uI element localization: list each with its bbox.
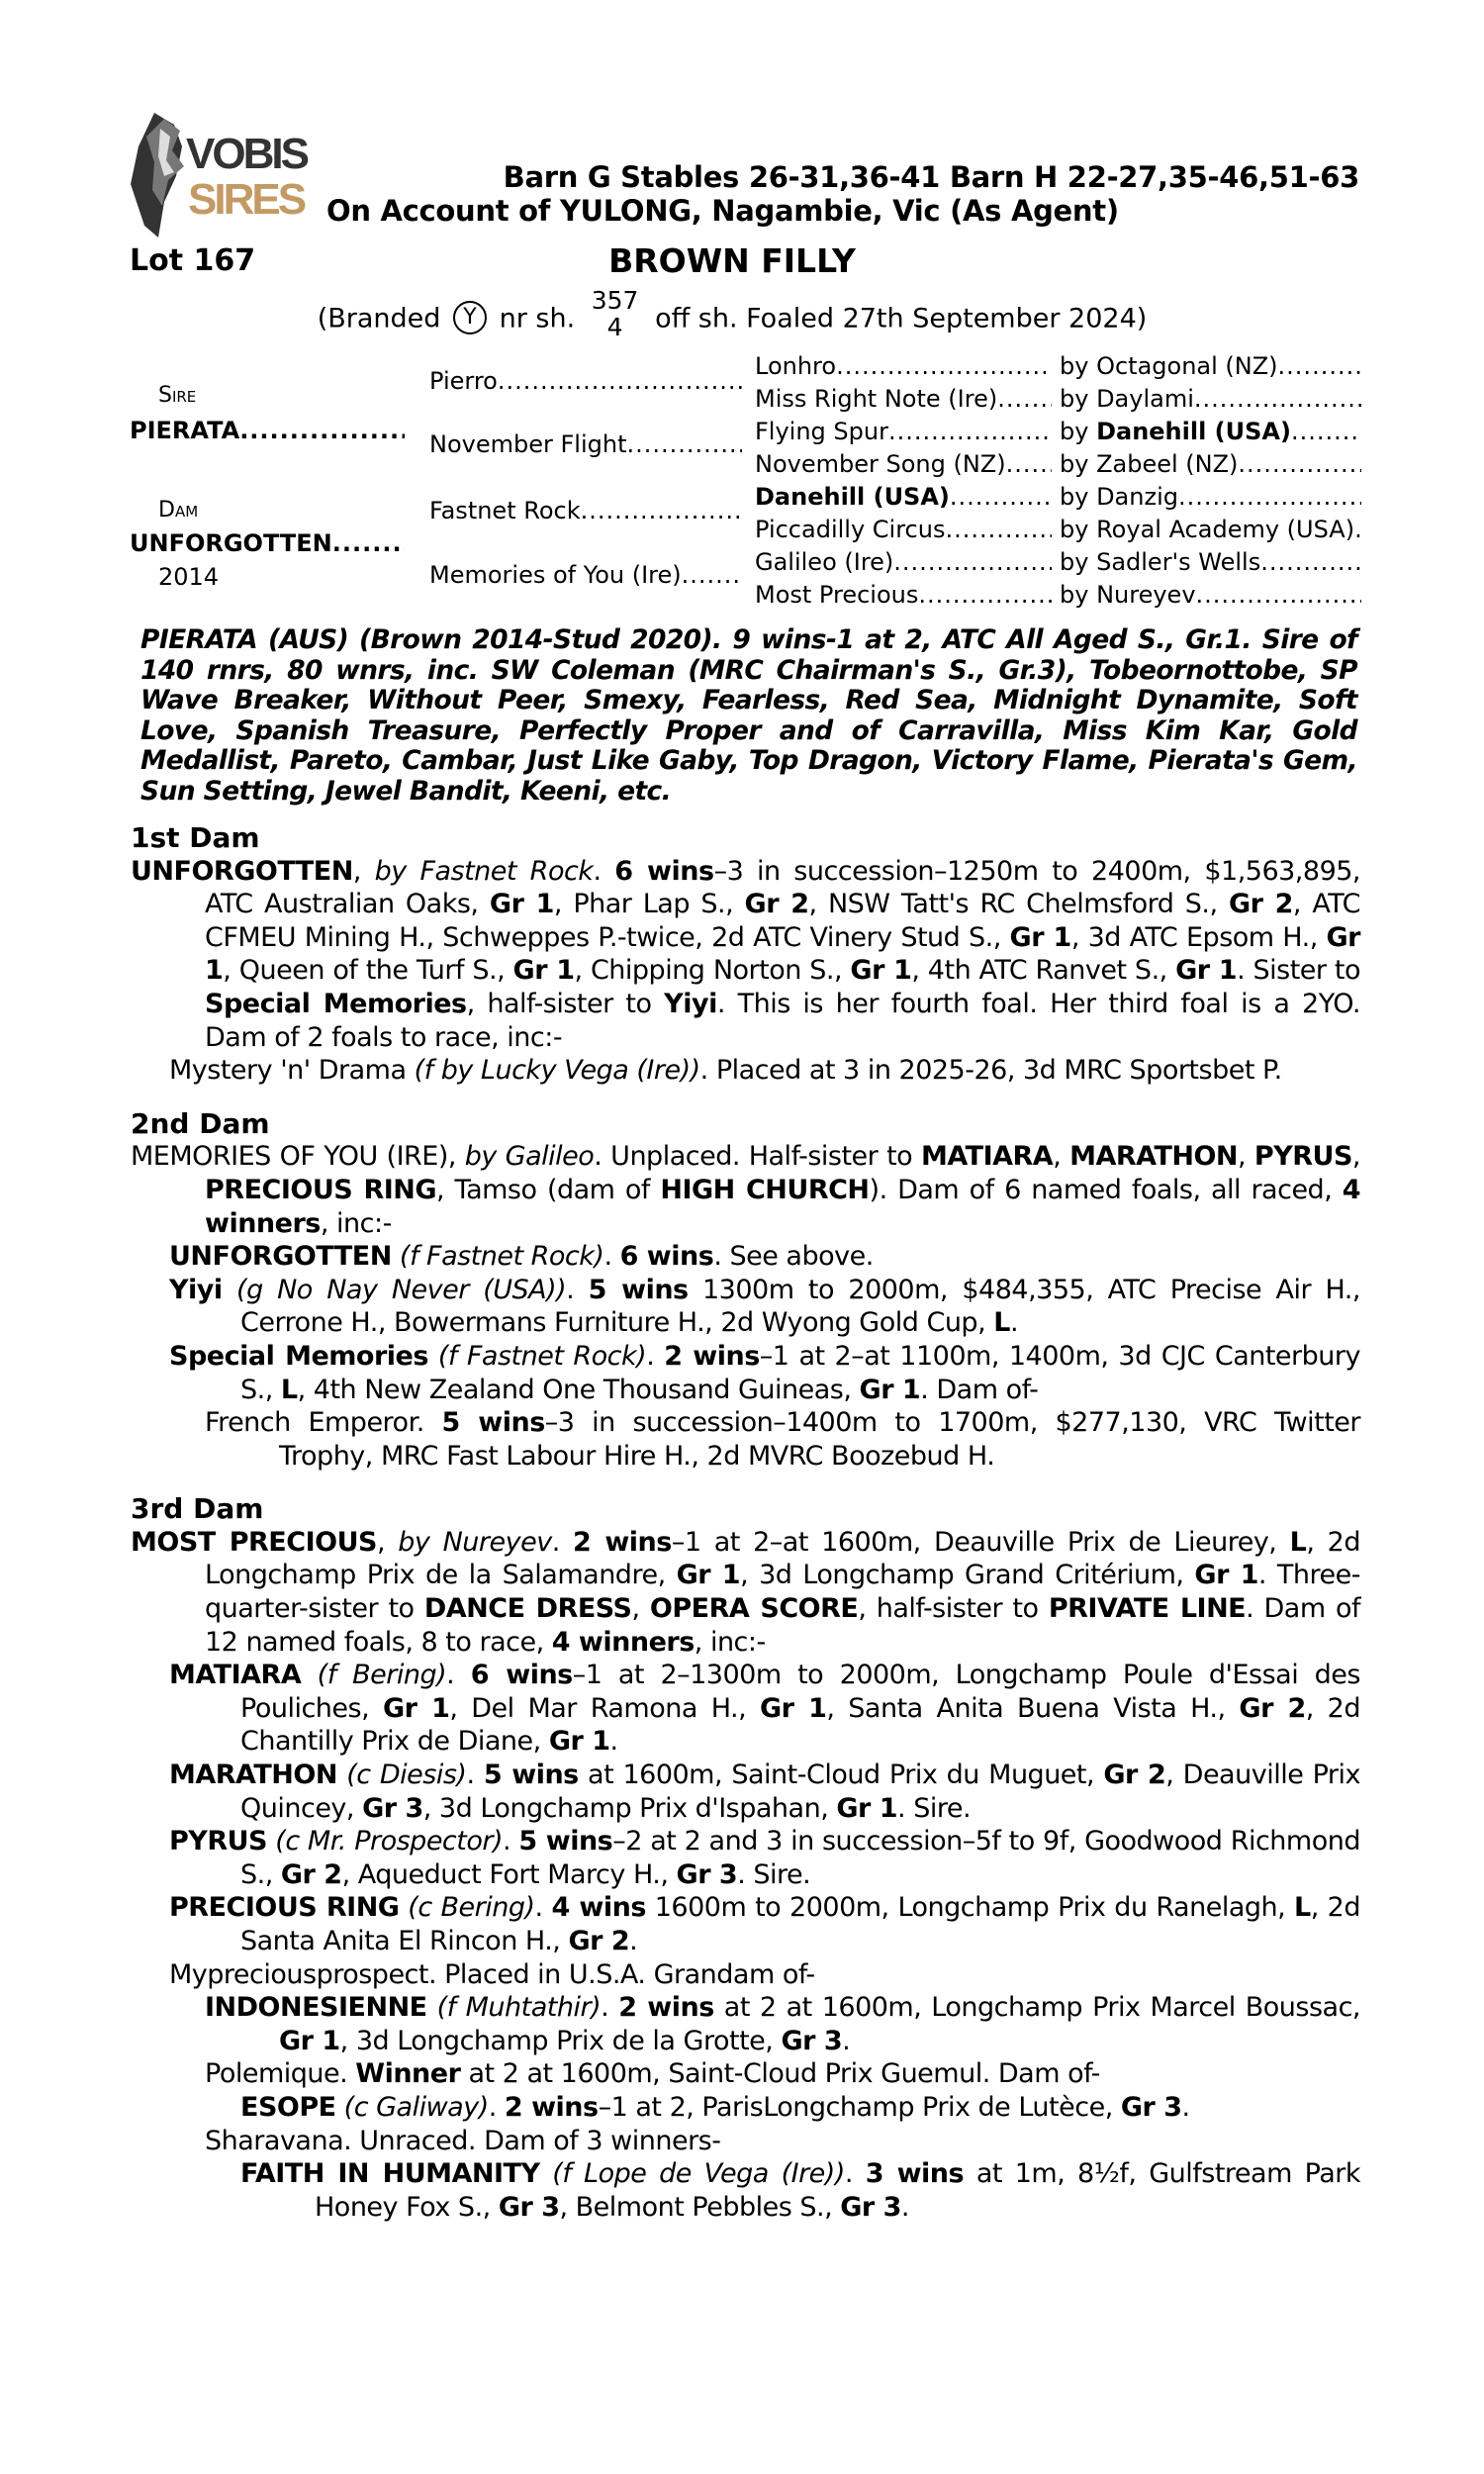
pedigree-gen3-item <box>755 417 1052 446</box>
horse-name: Royal Academy (USA) <box>1096 516 1355 543</box>
text: . <box>566 1274 589 1305</box>
text: . <box>1009 1307 1019 1339</box>
bold-text: Gr 1 <box>489 889 554 920</box>
text: , 2d Santa Anita El Rincon H., <box>240 1892 1360 1956</box>
text: , 2d Longchamp Prix de la Salamandre, <box>205 1526 1360 1591</box>
text: , 2d Chantilly Prix de Diane, <box>240 1692 1360 1758</box>
pedigree-sire <box>130 416 405 445</box>
text: –3 in succession–1250m to 2400m, $1,563,895, ATC Australian Oaks, <box>205 855 1361 920</box>
text: at 1600m, Saint-Cloud Prix du Muguet, <box>578 1760 1104 1791</box>
vendor-account: On Account of YULONG, Nagambie, Vic (As Agent) <box>326 194 1119 228</box>
by-label: by <box>1060 418 1097 445</box>
text: , ATC CFMEU Mining H., Schweppes P.-twice, 2d ATC Vinery Stud S., <box>205 889 1361 953</box>
text: . Unplaced. Half-sister to <box>594 1141 921 1173</box>
horse-name: Daylami <box>1096 385 1194 413</box>
pedigree-entry <box>131 2091 1360 2125</box>
italic-text: (f Fastnet Rock) <box>427 1340 647 1372</box>
text: . <box>646 1340 665 1372</box>
horse-name: Pierro <box>429 367 498 395</box>
bold-text: HIGH CHURCH <box>660 1174 870 1205</box>
text: Polemique. <box>205 2058 356 2090</box>
text: French Emperor. <box>205 1407 442 1439</box>
bold-text: Gr 1 <box>676 1560 741 1591</box>
bold-text: ESOPE <box>240 2091 336 2123</box>
by-label: by <box>1060 516 1097 543</box>
pedigree-entry <box>131 855 1360 1055</box>
pedigree-entry <box>131 1891 1360 1957</box>
horse-name: Sadler's Wells <box>1096 548 1261 576</box>
brand-prefix: (Branded <box>317 303 441 334</box>
bold-text: Gr 2 <box>744 889 809 920</box>
pedigree-gen4-item <box>1060 515 1361 544</box>
dam-heading: 2nd Dam <box>131 1106 270 1140</box>
bold-text: Winner <box>355 2058 461 2090</box>
text: , Aqueduct Fort Marcy H., <box>341 1858 677 1890</box>
horse-name: Nureyev <box>1096 581 1196 609</box>
bold-text: Gr 2 <box>1103 1760 1166 1791</box>
bold-text: MATIARA <box>169 1660 302 1691</box>
lot-number: Lot 167 <box>130 243 256 278</box>
pedigree-gen3-item <box>755 515 1052 544</box>
bold-text: 4 winners <box>205 1174 1360 1239</box>
pedigree-gen4-item <box>1060 449 1361 479</box>
pedigree-entry <box>131 1054 1360 1088</box>
bold-text: 6 wins <box>619 1241 714 1273</box>
text: , Chipping Norton S., <box>574 955 851 987</box>
text: 1600m to 2000m, Longchamp Prix du Ranelagh, <box>645 1892 1295 1924</box>
bold-text: PRIVATE LINE <box>1048 1593 1247 1625</box>
bold-text: Special Memories <box>205 988 467 1019</box>
text: , <box>376 1526 399 1558</box>
bold-text: Gr 1 <box>548 1726 610 1758</box>
text: –1 at 2–1300m to 2000m, Longchamp Poule d'Essai des Pouliches, <box>240 1660 1360 1724</box>
text: . <box>466 1760 484 1791</box>
bold-text: Gr 1 <box>279 2025 340 2056</box>
brand-nr: nr sh. <box>499 303 576 334</box>
pedigree-gen2-item <box>429 496 742 525</box>
pedigree-entry <box>131 1825 1360 1891</box>
text: . Sire. <box>737 1858 811 1890</box>
bold-text: L <box>1294 1892 1311 1924</box>
text: . <box>1181 2091 1190 2123</box>
italic-text: (f Bering) <box>301 1660 447 1691</box>
pedigree-gen4-item <box>1060 482 1361 512</box>
bold-text: UNFORGOTTEN <box>169 1241 392 1273</box>
text: , <box>352 855 375 887</box>
text: ). Dam of 6 named foals, all raced, <box>869 1174 1343 1205</box>
text: , NSW Tatt's RC Chelmsford S., <box>808 889 1229 920</box>
brand-symbol-icon: Y <box>453 301 487 334</box>
text: –3 in succession–1400m to 1700m, $277,130, VRC Twitter Trophy, MRC Fast Labour Hire H., 2d MVRC Boozebud H. <box>279 1407 1361 1472</box>
text: . <box>900 2191 910 2223</box>
dam-heading: 1st Dam <box>131 821 260 854</box>
pedigree-gen4-item <box>1060 351 1361 381</box>
bold-text: Gr 2 <box>1228 889 1293 920</box>
bold-text: L <box>1289 1526 1307 1558</box>
bold-text: Gr 1 <box>512 955 575 987</box>
text: . This is her fourth foal. Her third foal is a 2YO. Dam of 2 foals to race, inc:- <box>205 988 1360 1053</box>
logo-text-vobis: VOBIS <box>186 130 307 178</box>
text: . <box>534 1892 552 1924</box>
pedigree-entry <box>131 2057 1360 2091</box>
bold-text: PYRUS <box>1253 1141 1352 1173</box>
horse-name: Lonhro <box>755 352 837 380</box>
by-label: by <box>1060 450 1097 478</box>
bold-text: Yiyi <box>169 1274 223 1305</box>
by-label: by <box>1060 548 1097 576</box>
text: , half-sister to <box>466 988 665 1019</box>
bold-text: 2 wins <box>618 1992 714 2024</box>
text: , 3d Longchamp Prix d'Ispahan, <box>422 1792 837 1824</box>
dam-heading: 3rd Dam <box>131 1492 264 1526</box>
italic-text: (f Lope de Vega (Ire)) <box>539 2158 845 2190</box>
italic-text: (f Fastnet Rock) <box>391 1241 604 1273</box>
bold-text: Gr 1 <box>836 1792 898 1824</box>
bold-text: PYRUS <box>169 1826 268 1857</box>
bold-text: Gr 2 <box>280 1858 342 1890</box>
text: , Tamso (dam of <box>436 1174 661 1205</box>
text: , Phar Lap S., <box>553 889 745 920</box>
horse-name: Danehill (USA) <box>755 483 950 511</box>
horse-name: Octagonal (NZ) <box>1096 352 1278 380</box>
brand-line <box>0 286 1464 346</box>
bold-text: MOST PRECIOUS <box>131 1526 377 1558</box>
text: , inc:- <box>320 1207 392 1239</box>
text: . <box>446 1660 471 1691</box>
pedigree-gen3-item <box>755 547 1052 577</box>
logo-text-sires: SIRES <box>188 175 305 224</box>
bold-text: FAITH IN HUMANITY <box>240 2158 540 2190</box>
bold-text: OPERA SCORE <box>649 1593 859 1625</box>
text: . Three-quarter-sister to <box>205 1560 1360 1625</box>
text: , 4th ATC Ranvet S., <box>911 955 1176 987</box>
text: . <box>842 2025 851 2056</box>
text: . <box>551 1526 573 1558</box>
horse-name: Miss Right Note (Ire) <box>755 385 998 413</box>
sire-label: Sire <box>158 383 197 408</box>
text: . <box>593 855 615 887</box>
pedigree-entry <box>131 1991 1360 2057</box>
bold-text: Gr 3 <box>1120 2091 1182 2123</box>
pedigree-entry <box>131 1659 1360 1759</box>
dam-sections <box>131 821 1360 2224</box>
text: . Placed at 3 in 2025-26, 3d MRC Sportsbet P. <box>699 1055 1282 1087</box>
vobis-sires-logo <box>125 107 323 241</box>
pedigree-gen3-item <box>755 384 1052 414</box>
by-label: by <box>1060 483 1097 511</box>
bold-text: 2 wins <box>664 1340 760 1372</box>
bold-text: 4 winners <box>551 1626 695 1658</box>
bold-text: Gr 1 <box>850 955 912 987</box>
horse-name: Flying Spur <box>755 418 888 445</box>
bold-text: L <box>280 1374 298 1405</box>
text: . Sire. <box>897 1792 972 1824</box>
pedigree-gen3-item <box>755 351 1052 381</box>
horse-name: Most Precious <box>755 581 919 609</box>
horse-name: November Song (NZ) <box>755 450 1006 478</box>
text: Sharavana. Unraced. Dam of 3 winners- <box>205 2125 721 2156</box>
pedigree-entry <box>131 2157 1360 2224</box>
text: . Dam of- <box>920 1374 1039 1405</box>
pedigree-entry <box>131 1406 1360 1473</box>
text: , <box>631 1593 650 1625</box>
text: at 2 at 1600m, Saint-Cloud Prix Guemul. Dam of- <box>460 2058 1100 2090</box>
text: , Queen of the Turf S., <box>223 955 513 987</box>
text: –1 at 2, ParisLongchamp Prix de Lutèce, <box>598 2091 1121 2123</box>
text: . See above. <box>713 1241 874 1273</box>
italic-text: (c Galiway) <box>335 2091 489 2123</box>
pedigree-entry <box>131 2125 1360 2158</box>
brand-number-top: 357 <box>591 286 639 315</box>
bold-text: MARATHON <box>169 1760 337 1791</box>
text: . Sister to <box>1237 955 1360 987</box>
dam-foaled-year: 2014 <box>158 563 220 591</box>
text: –2 at 2 and 3 in succession–5f to 9f, Goodwood Richmond S., <box>240 1826 1360 1890</box>
text: , 3d ATC Epsom H., <box>1070 921 1327 953</box>
text: MEMORIES OF YOU (IRE), <box>131 1141 465 1173</box>
bold-text: 3 wins <box>865 2158 965 2190</box>
italic-text: (f by Lucky Vega (Ire)) <box>414 1055 700 1087</box>
text: –1 at 2–at 1600m, Deauville Prix de Lieurey, <box>671 1526 1290 1558</box>
brand-suffix: off sh. Foaled 27th September 2024) <box>655 303 1148 334</box>
bold-text: Yiyi <box>664 988 717 1019</box>
by-label: by <box>1060 352 1097 380</box>
bold-text: 4 wins <box>551 1892 646 1924</box>
bold-text: Gr 1 <box>1009 921 1071 953</box>
page-title: BROWN FILLY <box>608 241 856 280</box>
text: , half-sister to <box>858 1593 1049 1625</box>
bold-text: L <box>993 1307 1010 1339</box>
bold-text: 5 wins <box>483 1760 579 1791</box>
text: . <box>629 1926 638 1956</box>
text: , <box>1053 1141 1070 1173</box>
dam-label: Dam <box>158 498 199 523</box>
bold-text: Gr 3 <box>781 2025 843 2056</box>
text: . <box>601 1992 619 2024</box>
by-label: by <box>1060 385 1097 413</box>
horse-name: Danehill (USA) <box>1096 418 1291 445</box>
text: –1 at 2–at 1100m, 1400m, 3d CJC Canterbury S., <box>240 1340 1360 1405</box>
bold-text: Gr 1 <box>1175 955 1238 987</box>
text: , Del Mar Ramona H., <box>449 1692 760 1724</box>
text: . <box>609 1726 618 1758</box>
bold-text: MATIARA <box>920 1141 1054 1173</box>
italic-text: by Nureyev <box>398 1526 552 1558</box>
horse-name: Piccadilly Circus <box>755 516 946 543</box>
pedigree-gen3-item <box>755 449 1052 479</box>
horse-name: Memories of You (Ire) <box>429 561 682 589</box>
bold-text: UNFORGOTTEN <box>131 855 353 887</box>
pedigree-entry <box>131 1340 1360 1406</box>
text: at 2 at 1600m, Longchamp Prix Marcel Boussac, <box>713 1992 1360 2024</box>
text: . <box>844 2158 866 2190</box>
bold-text: 5 wins <box>441 1407 545 1439</box>
bold-text: Gr 3 <box>676 1858 738 1890</box>
pedigree-entry <box>131 1240 1360 1274</box>
text: , 3d Longchamp Grand Critérium, <box>740 1560 1195 1591</box>
text: , Deauville Prix Quincey, <box>240 1760 1360 1824</box>
pedigree-entry <box>131 1759 1360 1825</box>
italic-text: (c Diesis) <box>336 1760 467 1791</box>
italic-text: (f Muhtathir) <box>426 1992 602 2024</box>
italic-text: (c Mr. Prospector) <box>267 1826 504 1857</box>
text: , <box>1238 1141 1254 1173</box>
pedigree-entry <box>131 1958 1360 1992</box>
brand-number-bottom: 4 <box>606 313 623 341</box>
horse-name: Fastnet Rock <box>429 497 581 524</box>
bold-text: Gr 1 <box>760 1692 827 1724</box>
bold-text: Gr 1 <box>205 921 1360 987</box>
bold-text: Gr 2 <box>1239 1692 1306 1724</box>
bold-text: Gr 3 <box>362 1792 423 1824</box>
dam-name: UNFORGOTTEN <box>130 529 332 557</box>
bold-text: PRECIOUS RING <box>169 1892 400 1924</box>
italic-text: by Galileo <box>464 1141 595 1173</box>
bold-text: Gr 2 <box>568 1926 630 1956</box>
italic-text: (c Bering) <box>399 1892 535 1924</box>
bold-text: INDONESIENNE <box>205 1992 427 2024</box>
pedigree-gen4-item <box>1060 547 1361 577</box>
pedigree-gen3-item <box>755 580 1052 610</box>
pedigree-gen3-item <box>755 482 1052 512</box>
pedigree-gen2-item <box>429 366 742 396</box>
horse-name: Galileo (Ire) <box>755 548 894 576</box>
bold-text: Special Memories <box>169 1340 428 1372</box>
horse-name: November Flight <box>429 430 627 458</box>
pedigree-gen4-item <box>1060 580 1361 610</box>
bold-text: 5 wins <box>518 1826 613 1857</box>
text: , Belmont Pebbles S., <box>559 2191 841 2223</box>
horse-name: Danzig <box>1096 483 1178 511</box>
text: Mystery 'n' Drama <box>169 1055 415 1087</box>
horse-name: Zabeel (NZ) <box>1096 450 1239 478</box>
pedigree-entry <box>131 1526 1360 1659</box>
bold-text: 2 wins <box>573 1526 672 1558</box>
pedigree-gen4-item <box>1060 384 1361 414</box>
bold-text: PRECIOUS RING <box>205 1174 437 1205</box>
sire-name: PIERATA <box>130 417 240 444</box>
pedigree-dam <box>130 528 405 558</box>
text: , <box>1351 1141 1361 1173</box>
italic-text: (g No Nay Never (USA)) <box>222 1274 567 1305</box>
text: at 1m, 8½f, Gulfstream Park Honey Fox S., <box>315 2158 1360 2223</box>
bold-text: 2 wins <box>504 2091 599 2123</box>
text: . <box>503 1826 519 1857</box>
pedigree-entry <box>131 1140 1360 1240</box>
barn-location: Barn G Stables 26-31,36-41 Barn H 22-27,35-46,51-63 <box>503 160 1359 194</box>
brand-number <box>592 287 639 340</box>
text: , Santa Anita Buena Vista H., <box>826 1692 1240 1724</box>
bold-text: Gr 1 <box>859 1374 921 1405</box>
text: . Dam of 12 named foals, 8 to race, <box>205 1593 1360 1658</box>
pedigree-gen2-item <box>429 429 742 459</box>
bold-text: Gr 1 <box>1194 1560 1258 1591</box>
pedigree-gen4-item <box>1060 417 1361 446</box>
bold-text: MARATHON <box>1069 1141 1239 1173</box>
text: Mypreciousprospect. Placed in U.S.A. Grandam of- <box>169 1958 815 1990</box>
bold-text: Gr 3 <box>498 2191 560 2223</box>
text: 1300m to 2000m, $484,355, ATC Precise Air H., Cerrone H., Bowermans Furniture H., 2d Wyong Gold Cup, <box>240 1274 1360 1339</box>
bold-text: Gr 3 <box>840 2191 901 2223</box>
text: , 4th New Zealand One Thousand Guineas, <box>297 1374 860 1405</box>
bold-text: DANCE DRESS <box>423 1593 632 1625</box>
bold-text: 5 wins <box>588 1274 689 1305</box>
bold-text: Gr 1 <box>382 1692 450 1724</box>
text: . <box>488 2091 505 2123</box>
italic-text: by Fastnet Rock <box>374 855 594 887</box>
bold-text: 6 wins <box>614 855 714 887</box>
text: , inc:- <box>694 1626 766 1658</box>
pedigree-entry <box>131 1274 1360 1340</box>
pedigree-gen2-item <box>429 560 742 590</box>
by-label: by <box>1060 581 1097 609</box>
text: , 3d Longchamp Prix de la Grotte, <box>339 2025 782 2056</box>
text: . <box>603 1241 620 1273</box>
sire-summary: PIERATA (AUS) (Brown 2014-Stud 2020). 9 wins-1 at 2, ATC All Aged S., Gr.1. Sire of 140 rnrs, 80 wnrs, inc. SW Coleman (MRC Chairman's S., Gr.3), Tobeornottobe, SP Wave Breaker, Without Peer, Smexy, Fearless, Red Sea, Midnight Dynamite, Soft Love, Spanish Treasure, Perfectly Proper and of Carravilla, Miss Kim Kar, Gold Medallist, Pareto, Cambar, Just Like Gaby, Top Dragon, Victory Flame, Pierata's Gem, Sun Setting, Jewel Bandit, Keeni, etc. <box>140 624 1357 807</box>
bold-text: 6 wins <box>470 1660 573 1691</box>
